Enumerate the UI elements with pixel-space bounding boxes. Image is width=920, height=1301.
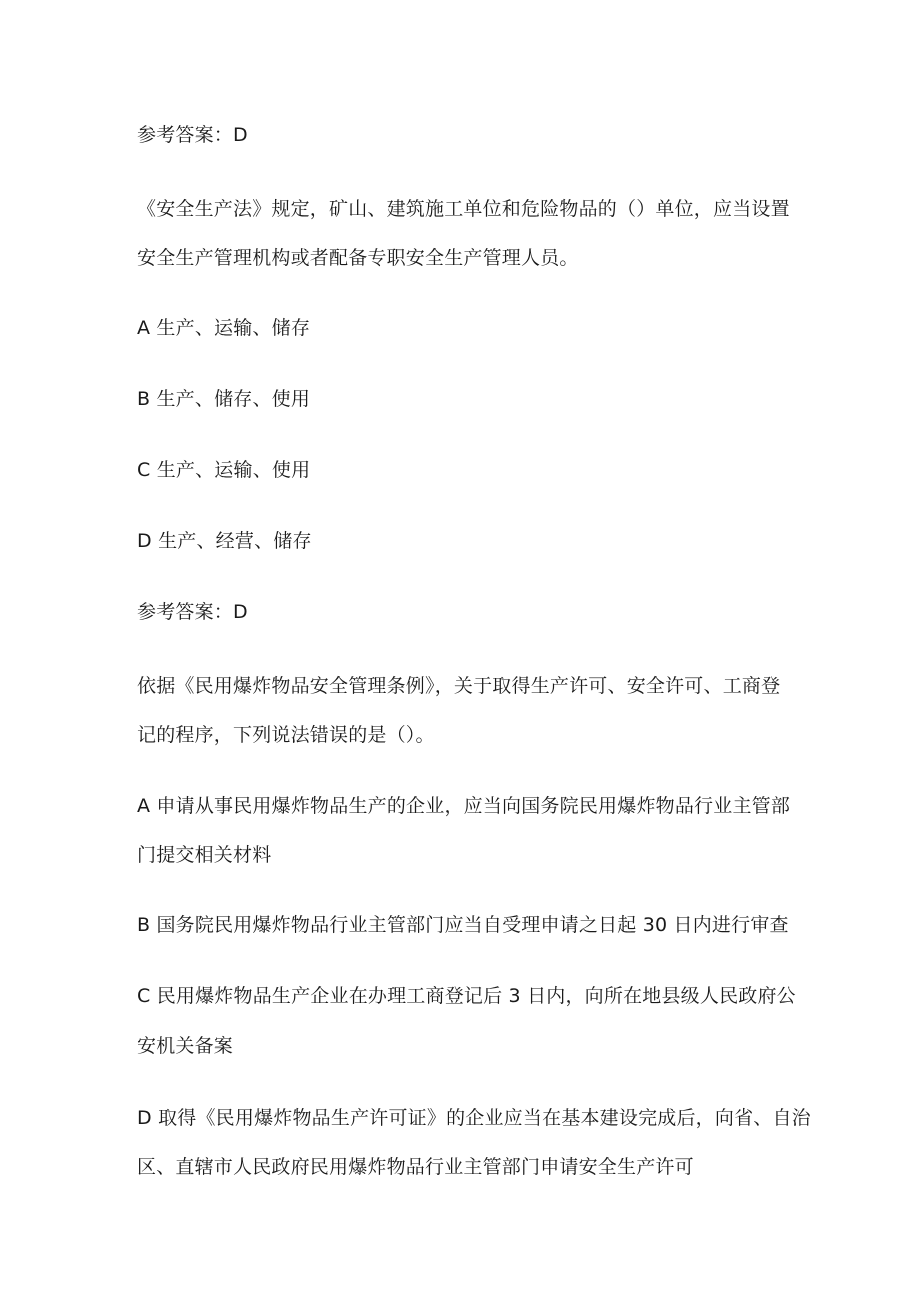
- option-a: A 生产、运输、储存: [137, 317, 311, 339]
- option-d: D 生产、经营、储存: [137, 530, 312, 552]
- option-c: C 民用爆炸物品生产企业在办理工商登记后 3 日内，向所在地县级人民政府公: [137, 985, 796, 1007]
- answer-line: 参考答案：D: [137, 601, 248, 623]
- option-d-cont: 区、直辖市人民政府民用爆炸物品行业主管部门申请安全生产许可: [137, 1156, 694, 1178]
- option-b: B 国务院民用爆炸物品行业主管部门应当自受理申请之日起 30 日内进行审查: [137, 914, 789, 936]
- option-b: B 生产、储存、使用: [137, 388, 311, 410]
- answer-line: 参考答案：D: [137, 124, 248, 146]
- question-line: 记的程序，下列说法错误的是（）。: [137, 724, 435, 746]
- option-c: C 生产、运输、使用: [137, 459, 311, 481]
- option-d: D 取得《民用爆炸物品生产许可证》的企业应当在基本建设完成后，向省、自治: [137, 1107, 811, 1129]
- option-c-cont: 安机关备案: [137, 1035, 234, 1057]
- option-a: A 申请从事民用爆炸物品生产的企业，应当向国务院民用爆炸物品行业主管部: [137, 795, 791, 817]
- question-line: 安全生产管理机构或者配备专职安全生产管理人员。: [137, 247, 579, 269]
- question-line: 《安全生产法》规定，矿山、建筑施工单位和危险物品的（）单位，应当设置: [137, 198, 790, 220]
- option-a-cont: 门提交相关材料: [137, 844, 272, 866]
- question-line: 依据《民用爆炸物品安全管理条例》，关于取得生产许可、安全许可、工商登: [137, 675, 781, 697]
